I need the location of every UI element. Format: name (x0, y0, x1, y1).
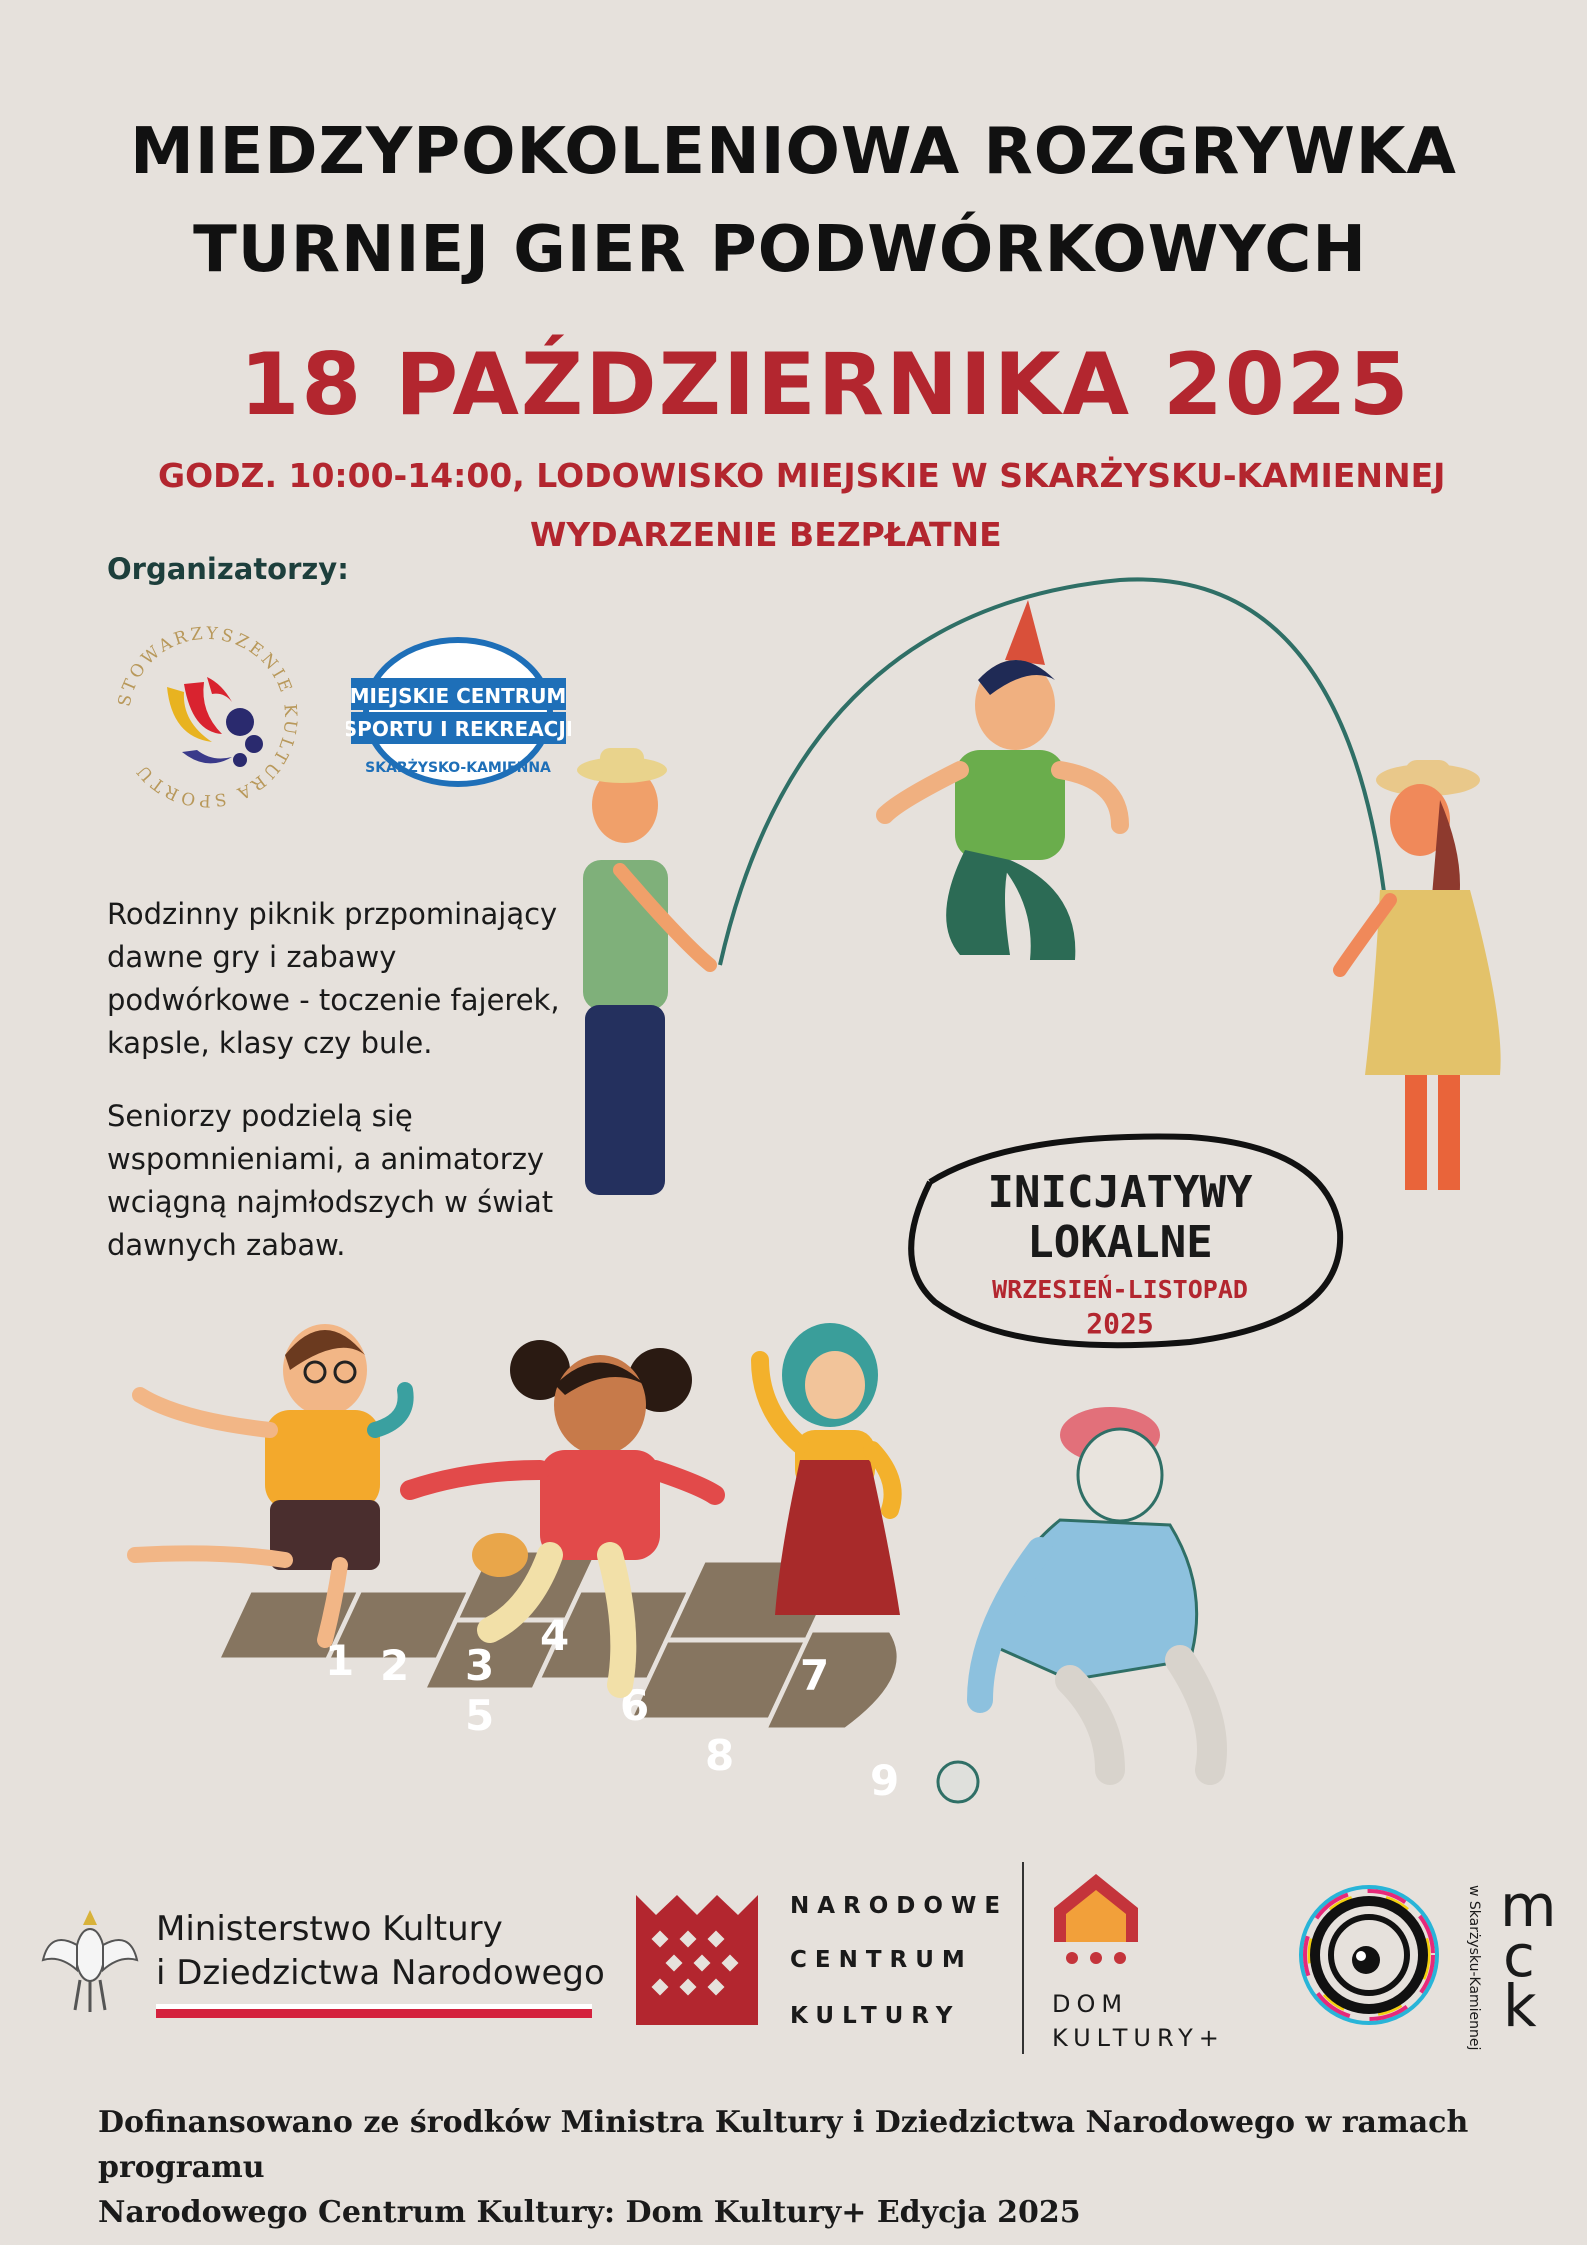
ministry-flag-bar (156, 2004, 592, 2018)
description-paragraph-2: Seniorzy podzielą się wspomnieniami, a animatorzy wciągną najmłodszych w świat dawnych zabaw. (107, 1099, 554, 1262)
ministry-name-line-1: Ministerstwo Kultury (156, 1909, 503, 1949)
dom-kultury-line-1: DOM (1052, 1990, 1129, 2018)
hop-number: 6 (620, 1681, 650, 1730)
hop-number: 3 (465, 1641, 495, 1690)
svg-text:MIEJSKIE CENTRUM: MIEJSKIE CENTRUM (349, 684, 567, 708)
badge-line-4: 2025 (1086, 1307, 1154, 1340)
hop-number: 2 (380, 1641, 410, 1690)
ministry-eagle-emblem (35, 1900, 145, 2020)
hopscotch-illustration (110, 1300, 1360, 1860)
funding-note-line-2: Narodowego Centrum Kultury: Dom Kultury+ Edycja 2025 (98, 2195, 1081, 2230)
hop-number: 9 (870, 1756, 900, 1805)
funding-note (98, 2100, 1587, 2235)
girl-with-hijab (760, 1323, 900, 1615)
badge-line-2: LOKALNE (1027, 1217, 1213, 1268)
nck-line-1: NARODOWE (790, 1893, 1009, 1919)
hop-number: 8 (705, 1731, 735, 1780)
time-place: GODZ. 10:00-14:00, LODOWISKO MIEJSKIE W SKARŻYSKU-KAMIENNEJ (158, 456, 1446, 495)
organizers-label: Organizatorzy: (107, 552, 349, 586)
funding-note-line-1: Dofinansowano ze środków Ministra Kultury i Dziedzictwa Narodowego w ramach programu (98, 2105, 1469, 2185)
hop-number: 1 (325, 1636, 355, 1685)
svg-text:STOWARZYSZENIE KULTURA SPORTU: STOWARZYSZENIE KULTURA SPORTU (114, 623, 301, 811)
badge-line-3: WRZESIEŃ-LISTOPAD (992, 1275, 1248, 1304)
dom-kultury-house-icon (1050, 1870, 1142, 1966)
description-paragraph-1: Rodzinny piknik przpominający dawne gry i zabawy podwórkowe - toczenie fajerek, kapsle, klasy czy bule. (107, 897, 560, 1060)
sponsor-divider (1022, 1862, 1024, 2054)
free-event: WYDARZENIE BEZPŁATNE (530, 515, 1002, 554)
mck-letter-m: m (1500, 1872, 1557, 1940)
ministry-name-line-2: i Dziedzictwa Narodowego (156, 1953, 605, 1993)
jumping-boy (885, 600, 1120, 960)
mck-eye-logo (1294, 1880, 1444, 2030)
nck-line-3: KULTURY (790, 2003, 961, 2029)
hop-number: 4 (540, 1611, 570, 1660)
event-date: 18 PAŹDZIERNIKA 2025 (239, 335, 1411, 435)
title-line-1: MIEDZYPOKOLENIOWA ROZGRYWKA (130, 115, 1457, 189)
dom-kultury-line-2: KULTURY+ (1052, 2024, 1225, 2052)
hop-number: 7 (800, 1651, 830, 1700)
crouching-man (980, 1407, 1212, 1770)
nck-logo-mark (636, 1895, 758, 2025)
nck-line-2: CENTRUM (790, 1947, 973, 1973)
mck-letter-k: k (1503, 1972, 1537, 2040)
badge-line-1: INICJATYWY (987, 1167, 1253, 1218)
rope-holder-right (1340, 760, 1501, 1190)
mck-letter-c: c (1503, 1922, 1535, 1990)
mcsir-logo (346, 632, 571, 807)
svg-text:SPORTU I REKREACJI: SPORTU I REKREACJI (346, 717, 571, 741)
svg-text:SKARŻYSKO-KAMIENNA: SKARŻYSKO-KAMIENNA (365, 760, 551, 776)
rope-holder-left (577, 748, 710, 1195)
kultura-sportu-logo (112, 622, 302, 812)
title-line-2: TURNIEJ GIER PODWÓRKOWYCH (193, 213, 1367, 287)
mck-vertical-text: w Skarżysku-Kamiennej (1466, 1885, 1482, 2051)
hop-number: 5 (465, 1691, 495, 1740)
